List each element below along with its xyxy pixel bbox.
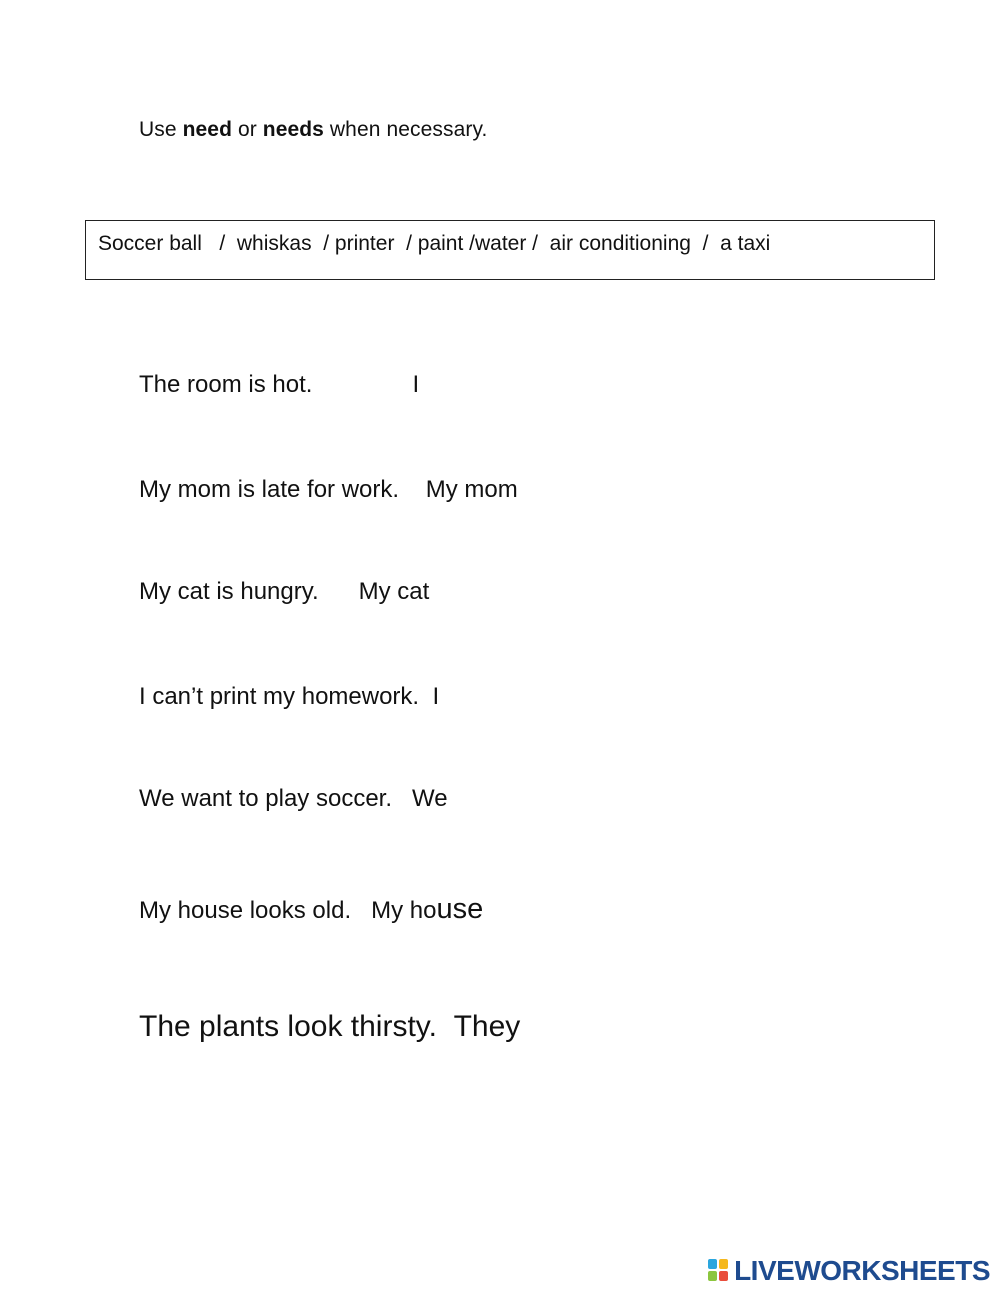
gap-space	[319, 578, 359, 605]
instruction-suffix: when necessary.	[323, 118, 488, 141]
exercise-line-6	[139, 893, 483, 926]
answer-start: I	[412, 371, 420, 398]
prompt-text: My house looks old.	[139, 897, 352, 924]
instruction-prefix: Use	[139, 118, 183, 141]
answer-start: My ho	[371, 897, 437, 924]
prompt-text: The plants look thirsty.	[139, 1010, 437, 1043]
prompt-text: I can’t print my homework.	[139, 683, 420, 710]
exercise-line-4	[139, 683, 439, 711]
gap-space	[419, 683, 432, 710]
answer-start: I	[432, 683, 440, 710]
prompt-text: My mom is late for work.	[139, 476, 400, 503]
prompt-text: We want to play soccer.	[139, 785, 393, 812]
exercise-line-3	[139, 578, 429, 606]
answer-start: My cat	[358, 578, 430, 605]
liveworksheets-logo-icon	[708, 1259, 730, 1283]
gap-space	[437, 1010, 454, 1043]
answer-start: They	[453, 1010, 521, 1043]
gap-space	[392, 785, 412, 812]
prompt-text: The room is hot.	[139, 371, 313, 398]
word-bank-text: Soccer ball / whiskas / printer / paint /water / air conditioning / a taxi	[98, 232, 771, 255]
instruction-text	[139, 118, 487, 142]
instruction-middle: or	[232, 118, 263, 141]
prompt-text: My cat is hungry.	[139, 578, 319, 605]
answer-start: We	[412, 785, 448, 812]
answer-start: My mom	[425, 476, 518, 503]
exercise-line-1	[139, 371, 419, 399]
gap-space	[312, 371, 412, 398]
liveworksheets-logo	[708, 1255, 990, 1287]
instruction-word-needs: needs	[262, 118, 324, 141]
word-bank-box	[85, 220, 935, 280]
gap-space	[351, 897, 371, 924]
exercise-line-2	[139, 476, 518, 504]
answer-tail: use	[436, 893, 484, 925]
exercise-line-7	[139, 1010, 520, 1044]
gap-space	[399, 476, 426, 503]
exercise-line-5	[139, 785, 448, 813]
instruction-word-need: need	[182, 118, 233, 141]
brand-name: LIVEWORKSHEETS	[734, 1255, 990, 1286]
